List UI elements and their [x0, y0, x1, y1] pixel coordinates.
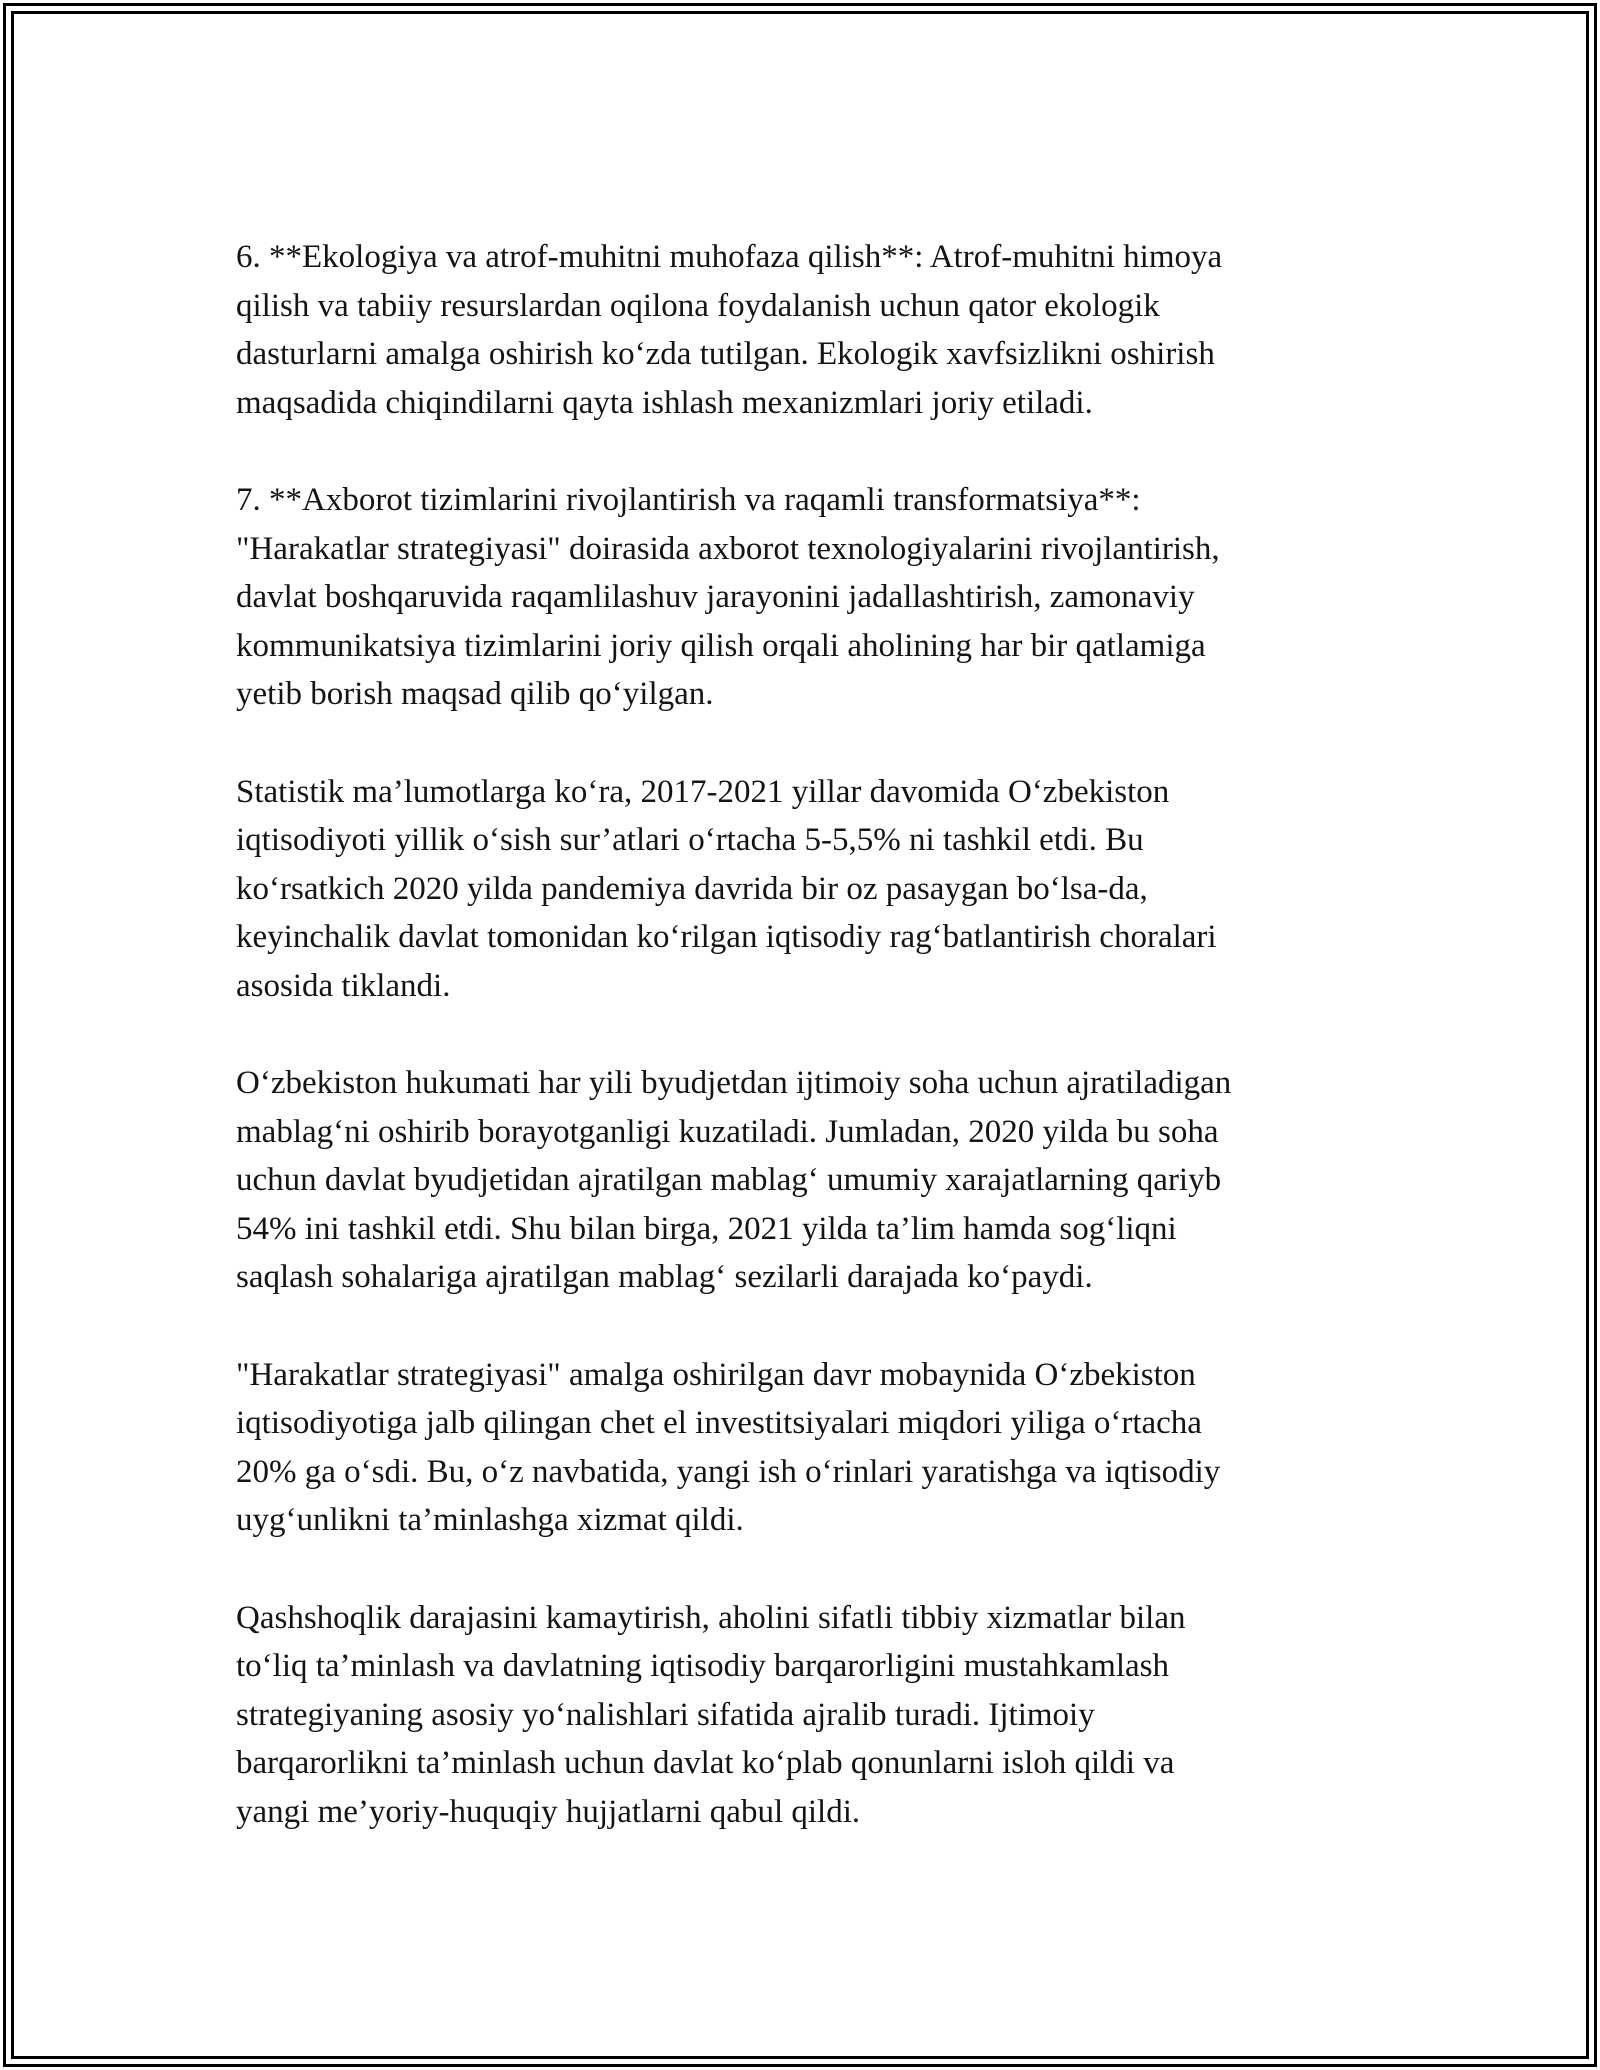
text-line: ko‘rsatkich 2020 yilda pandemiya davrida bir oz pasaygan bo‘lsa-da, [236, 870, 1148, 907]
text-line: keyinchalik davlat tomonidan ko‘rilgan iqtisodiy rag‘batlantirish choralari [236, 919, 1217, 955]
text-line: Qashshoqlik darajasini kamaytirish, aholini sifatli tibbiy xizmatlar bilan [236, 1599, 1186, 1636]
paragraph-ecology [236, 233, 1356, 427]
paragraph-social-spending [236, 1059, 1356, 1302]
paragraph-foreign-investment [236, 1351, 1356, 1545]
text-line: "Harakatlar strategiyasi" amalga oshirilgan davr mobaynida O‘zbekiston [236, 1356, 1196, 1393]
paragraph-digital-transformation [236, 476, 1356, 719]
text-line: iqtisodiyoti yillik o‘sish sur’atlari o‘rtacha 5-5,5% ni tashkil etdi. Bu [236, 822, 1144, 858]
text-line: dasturlarni amalga oshirish ko‘zda tutilgan. Ekologik xavfsizlikni oshirish [236, 336, 1215, 372]
text-line: 54% ini tashkil etdi. Shu bilan birga, 2021 yilda ta’lim hamda sog‘liqni [236, 1210, 1177, 1247]
text-line: maqsadida chiqindilarni qayta ishlash mexanizmlari joriy etiladi. [236, 384, 1093, 421]
text-line: yetib borish maqsad qilib qo‘yilgan. [236, 676, 714, 712]
text-line: uyg‘unlikni ta’minlashga xizmat qildi. [236, 1502, 744, 1538]
text-line: uchun davlat byudjetidan ajratilgan mablag‘ umumiy xarajatlarning qariyb [236, 1162, 1222, 1198]
text-line: qilish va tabiiy resurslardan oqilona foydalanish uchun qator ekologik [236, 287, 1160, 324]
text-line: asosida tiklandi. [236, 967, 451, 1004]
text-line: davlat boshqaruvida raqamlilashuv jarayonini jadallashtirish, zamonaviy [236, 579, 1195, 615]
text-line: mablag‘ni oshirib borayotganligi kuzatiladi. Jumladan, 2020 yilda bu soha [236, 1113, 1219, 1150]
text-line: 6. **Ekologiya va atrof-muhitni muhofaza qilish**: Atrof-muhitni himoya [236, 239, 1223, 275]
text-line: 20% ga o‘sdi. Bu, o‘z navbatida, yangi ish o‘rinlari yaratishga va iqtisodiy [236, 1453, 1221, 1490]
text-line: barqarorlikni ta’minlash uchun davlat ko‘plab qonunlarni isloh qildi va [236, 1745, 1175, 1781]
text-line: Statistik ma’lumotlarga ko‘ra, 2017-2021 yillar davomida O‘zbekiston [236, 773, 1170, 810]
text-line: 7. **Axborot tizimlarini rivojlantirish va raqamli transformatsiya**: [236, 482, 1141, 518]
text-line: O‘zbekiston hukumati har yili byudjetdan ijtimoiy soha uchun ajratiladigan [236, 1065, 1232, 1101]
text-line: yangi me’yoriy-huquqiy hujjatlarni qabul qildi. [236, 1793, 861, 1830]
paragraph-poverty-reduction [236, 1594, 1356, 1837]
text-line: iqtisodiyotiga jalb qilingan chet el investitsiyalari miqdori yiliga o‘rtacha [236, 1405, 1202, 1441]
text-line: kommunikatsiya tizimlarini joriy qilish orqali aholining har bir qatlamiga [236, 627, 1206, 664]
text-line: "Harakatlar strategiyasi" doirasida axborot texnologiyalarini rivojlantirish, [236, 530, 1220, 567]
paragraph-economic-growth [236, 768, 1356, 1011]
text-line: saqlash sohalariga ajratilgan mablag‘ sezilarli darajada ko‘paydi. [236, 1259, 1093, 1295]
document-body [236, 233, 1356, 1885]
text-line: strategiyaning asosiy yo‘nalishlari sifatida ajralib turadi. Ijtimoiy [236, 1696, 1095, 1733]
text-line: to‘liq ta’minlash va davlatning iqtisodiy barqarorligini mustahkamlash [236, 1648, 1169, 1684]
